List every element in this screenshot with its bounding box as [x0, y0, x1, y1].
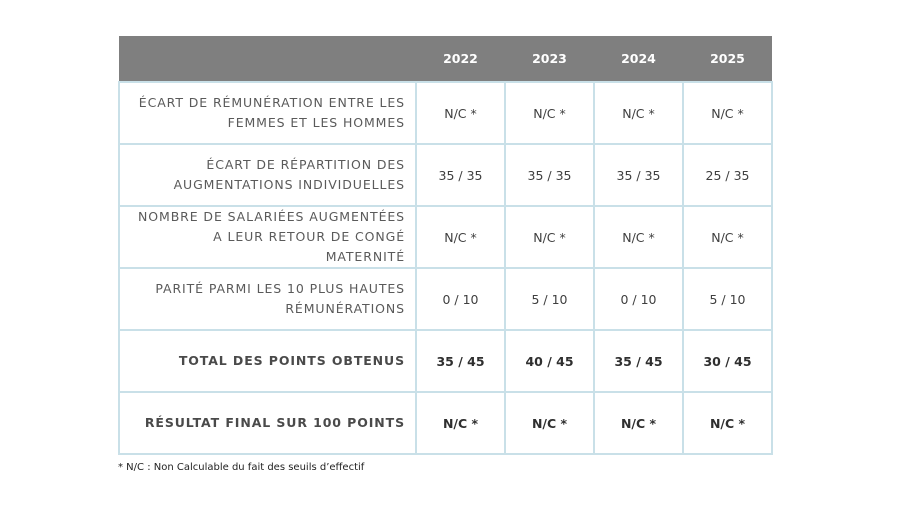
cell-value: 25 / 35	[683, 144, 772, 206]
table-row	[119, 206, 772, 268]
row-label-line: AUGMENTATIONS INDIVIDUELLES	[173, 177, 405, 192]
header-year-2025: 2025	[683, 36, 772, 82]
row-label-line: TOTAL DES POINTS OBTENUS	[178, 353, 405, 368]
cell-value: N/C *	[416, 82, 505, 144]
cell-value: 35 / 45	[416, 330, 505, 392]
cell-value: N/C *	[416, 206, 505, 268]
cell-value: 35 / 35	[594, 144, 683, 206]
cell-value: N/C *	[505, 206, 594, 268]
row-label-total-points	[119, 330, 416, 392]
row-label-line: PARITÉ PARMI LES 10 PLUS HAUTES	[155, 281, 405, 296]
row-label-line: NOMBRE DE SALARIÉES AUGMENTÉES	[138, 209, 405, 224]
header-year-2024: 2024	[594, 36, 683, 82]
index-egalite-table-container	[118, 36, 771, 455]
table-row	[119, 82, 772, 144]
header-year-2022: 2022	[416, 36, 505, 82]
cell-value: N/C *	[505, 392, 594, 454]
table-row	[119, 268, 772, 330]
table-header-row	[119, 36, 772, 82]
cell-value: N/C *	[683, 206, 772, 268]
row-label-line: RÉMUNÉRATIONS	[285, 301, 405, 316]
row-label-ecart-remuneration	[119, 82, 416, 144]
row-label-resultat-final	[119, 392, 416, 454]
cell-value: 35 / 45	[594, 330, 683, 392]
row-label-line: MATERNITÉ	[325, 249, 405, 264]
cell-value: 35 / 35	[505, 144, 594, 206]
cell-value: 5 / 10	[683, 268, 772, 330]
header-empty-cell	[119, 36, 416, 82]
header-year-2023: 2023	[505, 36, 594, 82]
cell-value: N/C *	[505, 82, 594, 144]
cell-value: 0 / 10	[594, 268, 683, 330]
cell-value: 35 / 35	[416, 144, 505, 206]
table-row-result	[119, 392, 772, 454]
row-label-line: A LEUR RETOUR DE CONGÉ	[213, 229, 405, 244]
cell-value: N/C *	[594, 82, 683, 144]
row-label-ecart-repartition	[119, 144, 416, 206]
cell-value: 5 / 10	[505, 268, 594, 330]
cell-value: N/C *	[683, 82, 772, 144]
cell-value: N/C *	[683, 392, 772, 454]
row-label-salariees-augmentees	[119, 206, 416, 268]
table-row	[119, 144, 772, 206]
cell-value: 40 / 45	[505, 330, 594, 392]
row-label-line: ÉCART DE RÉPARTITION DES	[206, 157, 405, 172]
row-label-line: RÉSULTAT FINAL SUR 100 POINTS	[144, 415, 405, 430]
footnote: * N/C : Non Calculable du fait des seuils d’effectif	[118, 462, 365, 473]
row-label-line: ÉCART DE RÉMUNÉRATION ENTRE LES	[138, 95, 405, 110]
row-label-parite	[119, 268, 416, 330]
cell-value: N/C *	[594, 392, 683, 454]
table-row-total	[119, 330, 772, 392]
cell-value: 30 / 45	[683, 330, 772, 392]
cell-value: 0 / 10	[416, 268, 505, 330]
cell-value: N/C *	[594, 206, 683, 268]
cell-value: N/C *	[416, 392, 505, 454]
row-label-line: FEMMES ET LES HOMMES	[227, 115, 405, 130]
index-egalite-table	[118, 36, 773, 455]
